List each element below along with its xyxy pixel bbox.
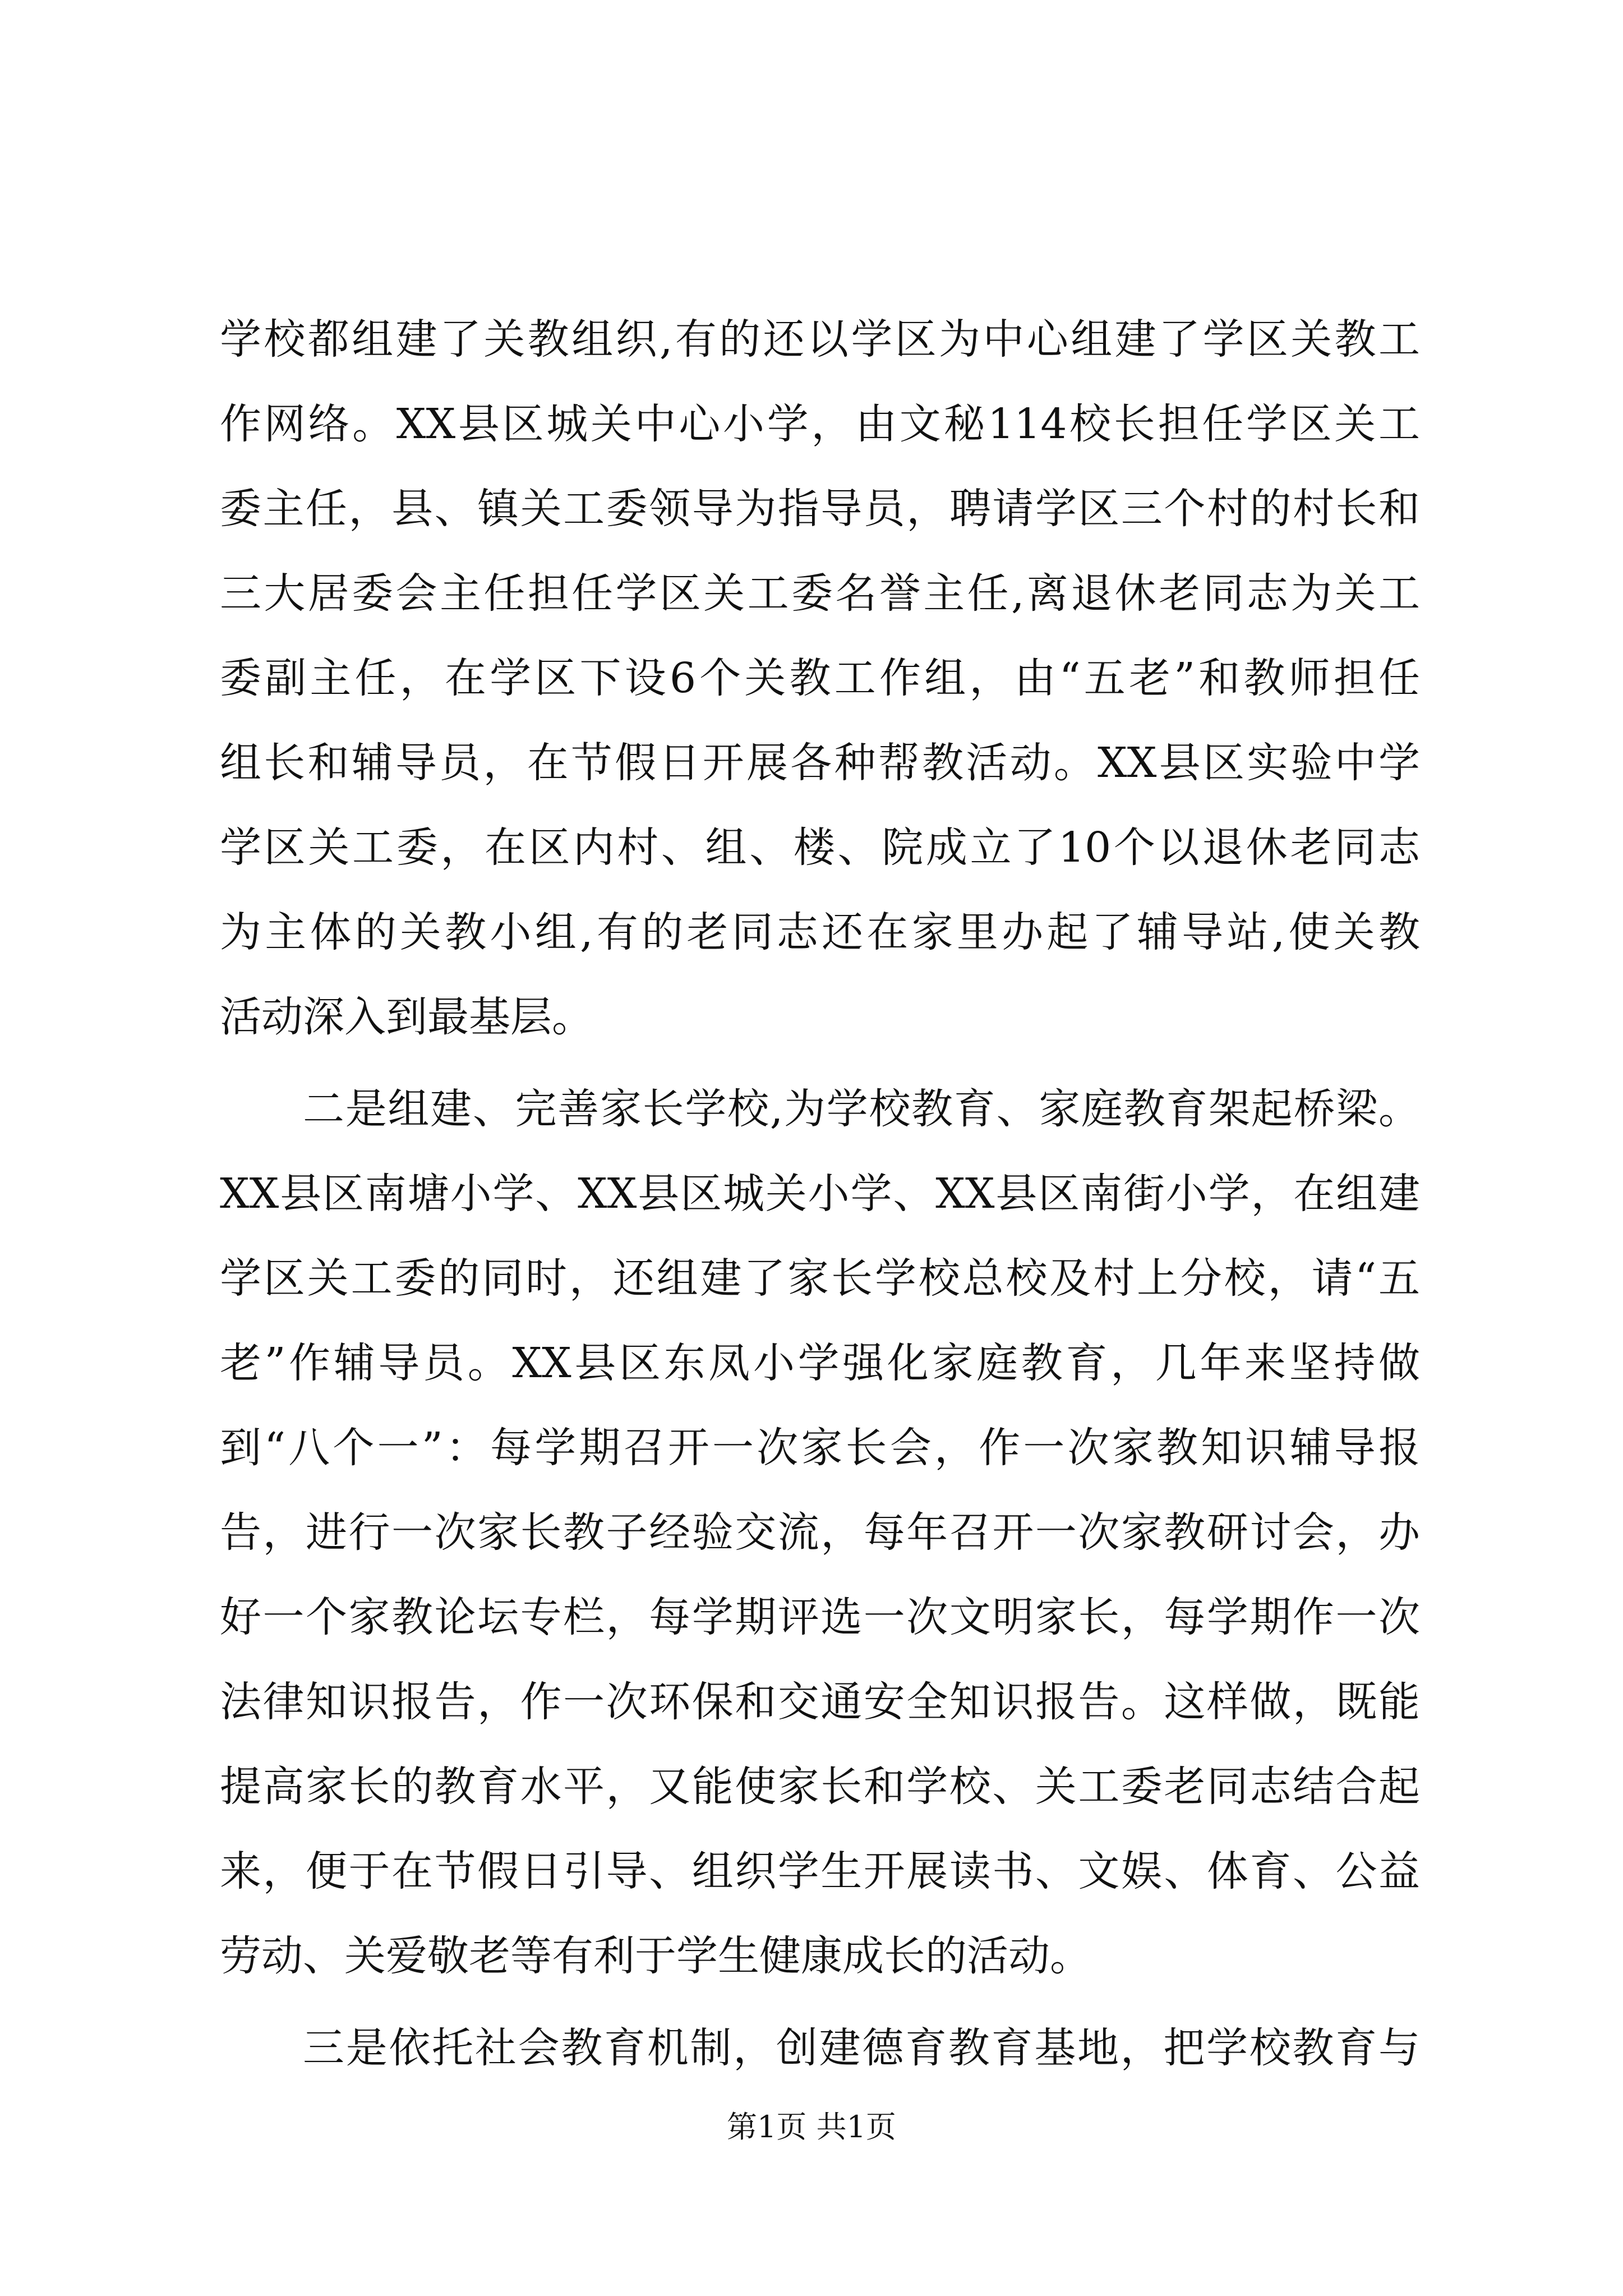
text-line: 活动深入到最基层。 <box>220 993 593 1041</box>
text-line: 二是组建、完善家长学校,为学校教育、家庭教育架起桥梁。 <box>303 1085 1420 1133</box>
text-line: 劳动、关爱敬老等有利于学生健康成长的活动。 <box>220 1932 1091 1980</box>
text-line: 提高家长的教育水平，又能使家长和学校、关工委老同志结合起 <box>220 1763 1420 1811</box>
text-line: 学区关工委，在区内村、组、楼、院成立了10个以退休老同志 <box>220 823 1420 872</box>
text-line: 作网络。XX县区城关中心小学，由文秘114校长担任学区关工 <box>220 400 1420 448</box>
text-line: 为主体的关教小组,有的老同志还在家里办起了辅导站,使关教 <box>220 908 1420 956</box>
text-line: 委主任，县、镇关工委领导为指导员，聘请学区三个村的村长和 <box>220 485 1420 533</box>
text-line: 三是依托社会教育机制，创建德育教育基地，把学校教育与 <box>303 2024 1420 2072</box>
text-line: 三大居委会主任担任学区关工委名誉主任,离退休老同志为关工 <box>220 569 1420 618</box>
text-line: 告，进行一次家长教子经验交流，每年召开一次家教研讨会，办 <box>220 1508 1420 1557</box>
paragraph <box>220 1067 1420 1999</box>
text-line: 学区关工委的同时，还组建了家长学校总校及村上分校，请“五 <box>220 1254 1420 1303</box>
paragraph <box>220 297 1420 1060</box>
text-line: 学校都组建了关教组织,有的还以学区为中心组建了学区关教工 <box>220 315 1420 364</box>
text-line: 组长和辅导员，在节假日开展各种帮教活动。XX县区实验中学 <box>220 739 1420 787</box>
text-line: 到“八个一”：每学期召开一次家长会，作一次家教知识辅导报 <box>220 1424 1420 1472</box>
paragraph <box>220 2006 1420 2091</box>
text-line: XX县区南塘小学、XX县区城关小学、XX县区南街小学，在组建 <box>220 1170 1420 1218</box>
text-line: 来，便于在节假日引导、组织学生开展读书、文娱、体育、公益 <box>220 1847 1420 1895</box>
text-line: 好一个家教论坛专栏，每学期评选一次文明家长，每学期作一次 <box>220 1593 1420 1641</box>
document-body <box>220 297 1420 2091</box>
page-footer: 第1页 共1页 <box>727 2109 896 2145</box>
text-line: 老”作辅导员。XX县区东凤小学强化家庭教育，几年来坚持做 <box>220 1339 1420 1387</box>
text-line: 法律知识报告，作一次环保和交通安全知识报告。这样做，既能 <box>220 1678 1420 1726</box>
text-line: 委副主任，在学区下设6个关教工作组，由“五老”和教师担任 <box>220 654 1420 702</box>
